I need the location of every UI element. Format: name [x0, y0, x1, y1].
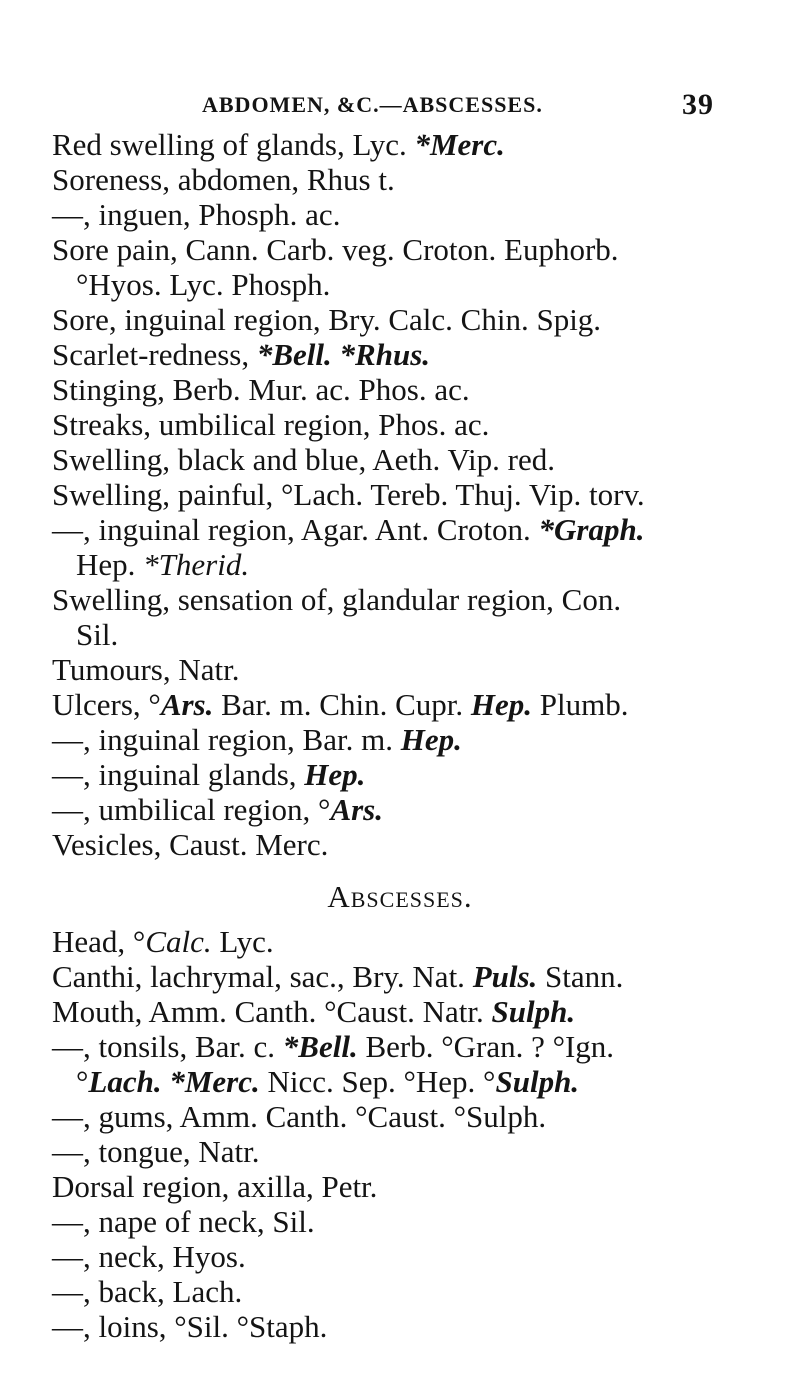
index-line: [0, 407, 800, 442]
index-line: [0, 924, 800, 959]
text-run: —, inguen, Phosph. ac.: [52, 197, 341, 232]
text-run: Vesicles, Caust. Merc.: [52, 827, 329, 862]
text-run: Streaks, umbilical region, Phos. ac.: [52, 407, 490, 442]
text-run: —, inguinal region, Bar. m.: [52, 722, 401, 757]
index-line: [0, 1204, 800, 1239]
text-run: —, back, Lach.: [52, 1274, 243, 1309]
emphasized-remedy: Sulph.: [495, 1064, 580, 1099]
text-run: —, umbilical region, °: [52, 792, 331, 827]
text-run: —, tonsils, Bar. c.: [52, 1029, 283, 1064]
text-run: Stann.: [537, 959, 624, 994]
text-run: Lyc.: [211, 924, 274, 959]
text-run: Mouth, Amm. Canth. °Caust. Natr.: [52, 994, 492, 1029]
index-line: [0, 372, 800, 407]
index-line: [0, 127, 800, 162]
index-line: [0, 1274, 800, 1309]
emphasized-remedy: *Bell.: [282, 1029, 358, 1064]
index-line: [0, 1309, 800, 1344]
text-run: —, inguinal region, Agar. Ant. Croton.: [52, 512, 539, 547]
emphasized-remedy: *Graph.: [538, 512, 645, 547]
emphasized-remedy: Lach.: [88, 1064, 162, 1099]
text-run: —, nape of neck, Sil.: [52, 1204, 315, 1239]
index-line: [0, 687, 800, 722]
text-run: Plumb.: [532, 687, 629, 722]
page-header: [202, 88, 722, 128]
index-line: [0, 959, 800, 994]
index-line: [0, 1169, 800, 1204]
index-line: [0, 1099, 800, 1134]
text-run: —, neck, Hyos.: [52, 1239, 246, 1274]
text-run: —, inguinal glands,: [52, 757, 305, 792]
text-run: Sore pain, Cann. Carb. veg. Croton. Euphorb.: [52, 232, 619, 267]
emphasized-remedy: Ars.: [330, 792, 383, 827]
index-line: [0, 1064, 800, 1099]
index-line: [0, 827, 800, 862]
index-line: [0, 1134, 800, 1169]
index-line: [0, 582, 800, 617]
text-run: Head, °: [52, 924, 146, 959]
emphasized-remedy: Hep.: [470, 687, 532, 722]
text-run: Red swelling of glands, Lyc.: [52, 127, 415, 162]
index-line: [0, 617, 800, 652]
index-line: [0, 994, 800, 1029]
text-run: Sore, inguinal region, Bry. Calc. Chin. Spig.: [52, 302, 602, 337]
text-run: Sil.: [76, 617, 119, 652]
text-run: Berb. °Gran. ? °Ign.: [357, 1029, 615, 1064]
emphasized-remedy: Puls.: [472, 959, 538, 994]
text-run: Ulcers, °: [52, 687, 161, 722]
text-run: [332, 337, 340, 372]
page-number: 39: [682, 88, 714, 121]
text-run: Tumours, Natr.: [52, 652, 240, 687]
emphasized-remedy: Sulph.: [491, 994, 576, 1029]
text-run: Scarlet-redness,: [52, 337, 257, 372]
index-line: [0, 442, 800, 477]
text-run: Abscesses.: [327, 879, 473, 914]
index-line: [0, 1239, 800, 1274]
index-line: [0, 512, 800, 547]
index-line: [0, 267, 800, 302]
text-run: Swelling, painful, °Lach. Tereb. Thuj. Vip. torv.: [52, 477, 645, 512]
emphasized-remedy: *Bell.: [256, 337, 332, 372]
index-line: [0, 477, 800, 512]
text-run: —, loins, °Sil. °Staph.: [52, 1309, 328, 1344]
emphasized-remedy: Hep.: [304, 757, 366, 792]
text-run: °Hyos. Lyc. Phosph.: [76, 267, 331, 302]
emphasized-remedy: Calc.: [145, 924, 212, 959]
text-body: [0, 127, 800, 1344]
index-line: [0, 792, 800, 827]
text-run: Stinging, Berb. Mur. ac. Phos. ac.: [52, 372, 470, 407]
index-line: [0, 162, 800, 197]
index-line: [0, 197, 800, 232]
text-run: Canthi, lachrymal, sac., Bry. Nat.: [52, 959, 473, 994]
index-line: [0, 1029, 800, 1064]
emphasized-remedy: *Therid.: [143, 547, 250, 582]
emphasized-remedy: *Merc.: [414, 127, 505, 162]
index-line: [0, 232, 800, 267]
text-run: Bar. m. Chin. Cupr.: [213, 687, 471, 722]
index-line: [0, 302, 800, 337]
text-run: Swelling, black and blue, Aeth. Vip. red.: [52, 442, 555, 477]
text-run: Swelling, sensation of, glandular region, Con.: [52, 582, 622, 617]
text-run: Dorsal region, axilla, Petr.: [52, 1169, 378, 1204]
index-line: [0, 337, 800, 372]
text-run: —, gums, Amm. Canth. °Caust. °Sulph.: [52, 1099, 547, 1134]
text-run: Nicc. Sep. °Hep. °: [259, 1064, 496, 1099]
emphasized-remedy: Ars.: [160, 687, 214, 722]
running-title: ABDOMEN, &C.—ABSCESSES.: [202, 92, 543, 117]
index-line: [0, 722, 800, 757]
text-run: °: [76, 1064, 89, 1099]
index-line: [0, 757, 800, 792]
emphasized-remedy: *Rhus.: [339, 337, 431, 372]
emphasized-remedy: Hep.: [400, 722, 462, 757]
emphasized-remedy: *Merc.: [169, 1064, 260, 1099]
index-line: [0, 652, 800, 687]
text-run: Hep.: [76, 547, 144, 582]
text-run: Soreness, abdomen, Rhus t.: [52, 162, 395, 197]
section-heading: [0, 870, 800, 924]
index-line: [0, 547, 800, 582]
text-run: —, tongue, Natr.: [52, 1134, 260, 1169]
